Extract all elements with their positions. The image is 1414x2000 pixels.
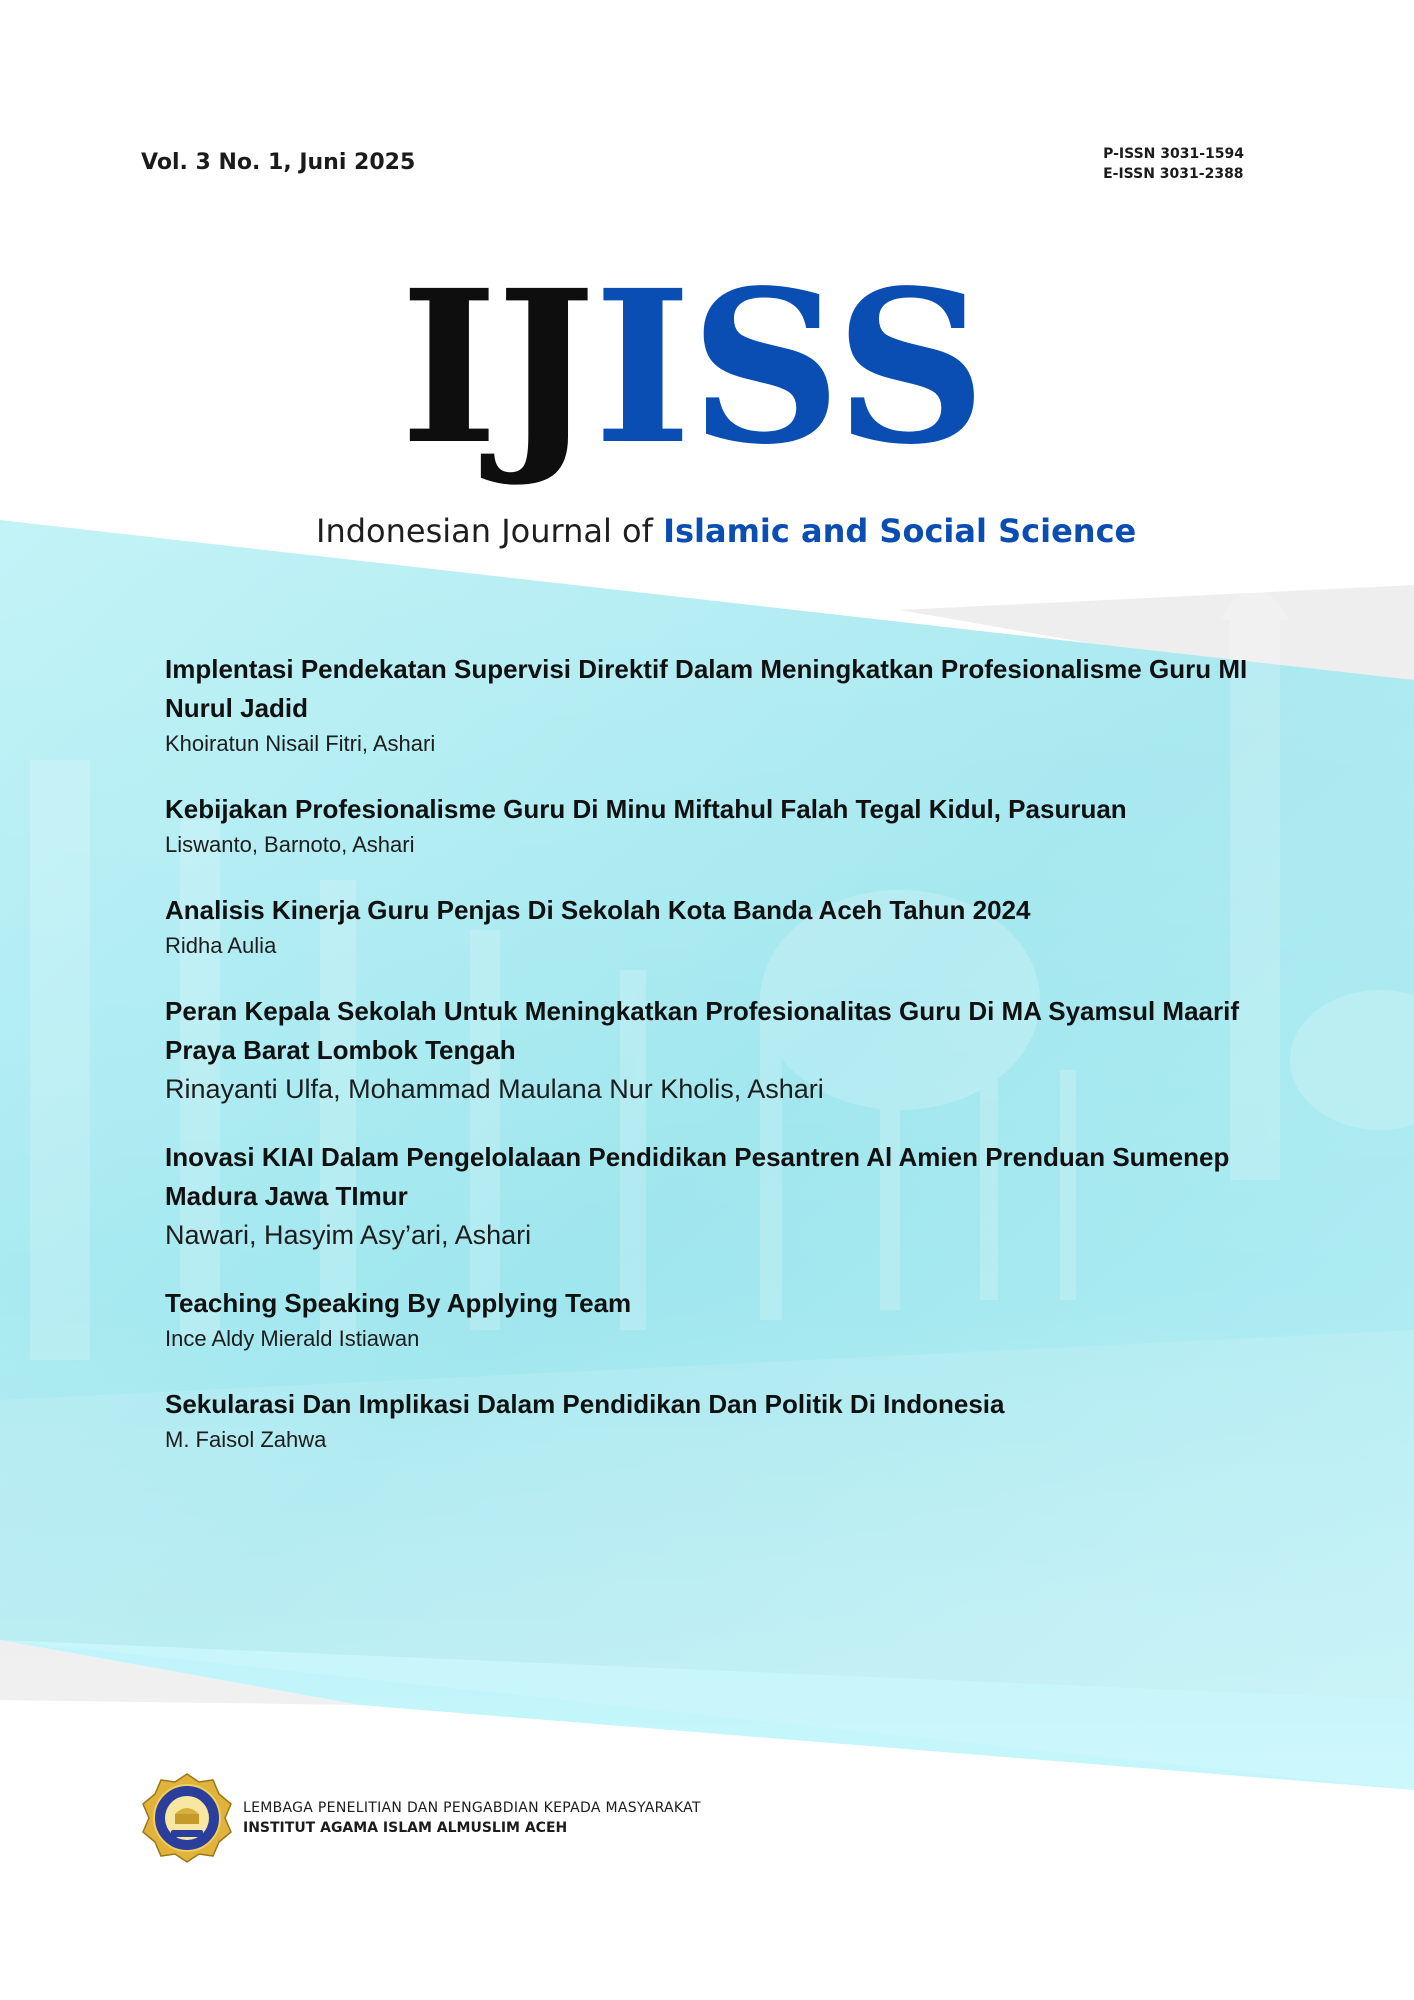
article-entry <box>165 992 1275 1108</box>
subtitle-plain: Indonesian Journal of <box>316 512 664 550</box>
article-title: Teaching Speaking By Applying Team <box>165 1288 632 1318</box>
journal-logo <box>400 244 985 508</box>
institution-seal-icon <box>141 1772 233 1864</box>
article-authors: Khoiratun Nisail Fitri, Ashari <box>165 731 436 756</box>
table-of-contents <box>165 650 1275 1486</box>
article-entry <box>165 790 1275 861</box>
article-entry <box>165 1284 1275 1355</box>
article-authors: M. Faisol Zahwa <box>165 1427 327 1452</box>
journal-subtitle <box>316 512 1136 550</box>
article-title: Sekularasi Dan Implikasi Dalam Pendidikan Dan Politik Di Indonesia <box>165 1389 1005 1419</box>
logo-dark-letters: IJ <box>400 244 594 491</box>
article-entry <box>165 891 1275 962</box>
article-authors: Ridha Aulia <box>165 933 277 958</box>
article-authors: Ince Aldy Mierald Istiawan <box>165 1326 420 1351</box>
logo-blue-letters: ISS <box>593 244 985 491</box>
article-authors: Nawari, Hasyim Asy’ari, Ashari <box>165 1220 532 1250</box>
article-title: Implentasi Pendekatan Supervisi Direktif Dalam Meningkatkan Profesionalisme Guru MI Nurul Jadid <box>165 654 1248 723</box>
subtitle-highlight: Islamic and Social Science <box>663 512 1137 550</box>
publisher-footer <box>141 1772 841 1862</box>
publisher-line2: INSTITUT AGAMA ISLAM ALMUSLIM ACEH <box>243 1820 568 1836</box>
article-authors: Rinayanti Ulfa, Mohammad Maulana Nur Kholis, Ashari <box>165 1074 824 1104</box>
publisher-line1: LEMBAGA PENELITIAN DAN PENGABDIAN KEPADA MASYARAKAT <box>243 1800 701 1816</box>
article-title: Kebijakan Profesionalisme Guru Di Minu Miftahul Falah Tegal Kidul, Pasuruan <box>165 794 1127 824</box>
e-issn: E-ISSN 3031-2388 <box>1103 166 1244 182</box>
issn-block <box>1103 144 1244 184</box>
article-authors: Liswanto, Barnoto, Ashari <box>165 832 415 857</box>
issue-volume: Vol. 3 No. 1, Juni 2025 <box>141 150 416 175</box>
article-title: Inovasi KIAI Dalam Pengelolalaan Pendidikan Pesantren Al Amien Prenduan Sumenep Madura Jawa TImur <box>165 1142 1230 1211</box>
article-entry <box>165 650 1275 760</box>
article-title: Peran Kepala Sekolah Untuk Meningkatkan Profesionalitas Guru Di MA Syamsul Maarif Praya Barat Lombok Tengah <box>165 996 1239 1065</box>
article-entry <box>165 1385 1275 1456</box>
article-title: Analisis Kinerja Guru Penjas Di Sekolah Kota Banda Aceh Tahun 2024 <box>165 895 1031 925</box>
article-entry <box>165 1138 1275 1254</box>
p-issn: P-ISSN 3031-1594 <box>1103 146 1244 162</box>
publisher-text <box>243 1798 701 1838</box>
